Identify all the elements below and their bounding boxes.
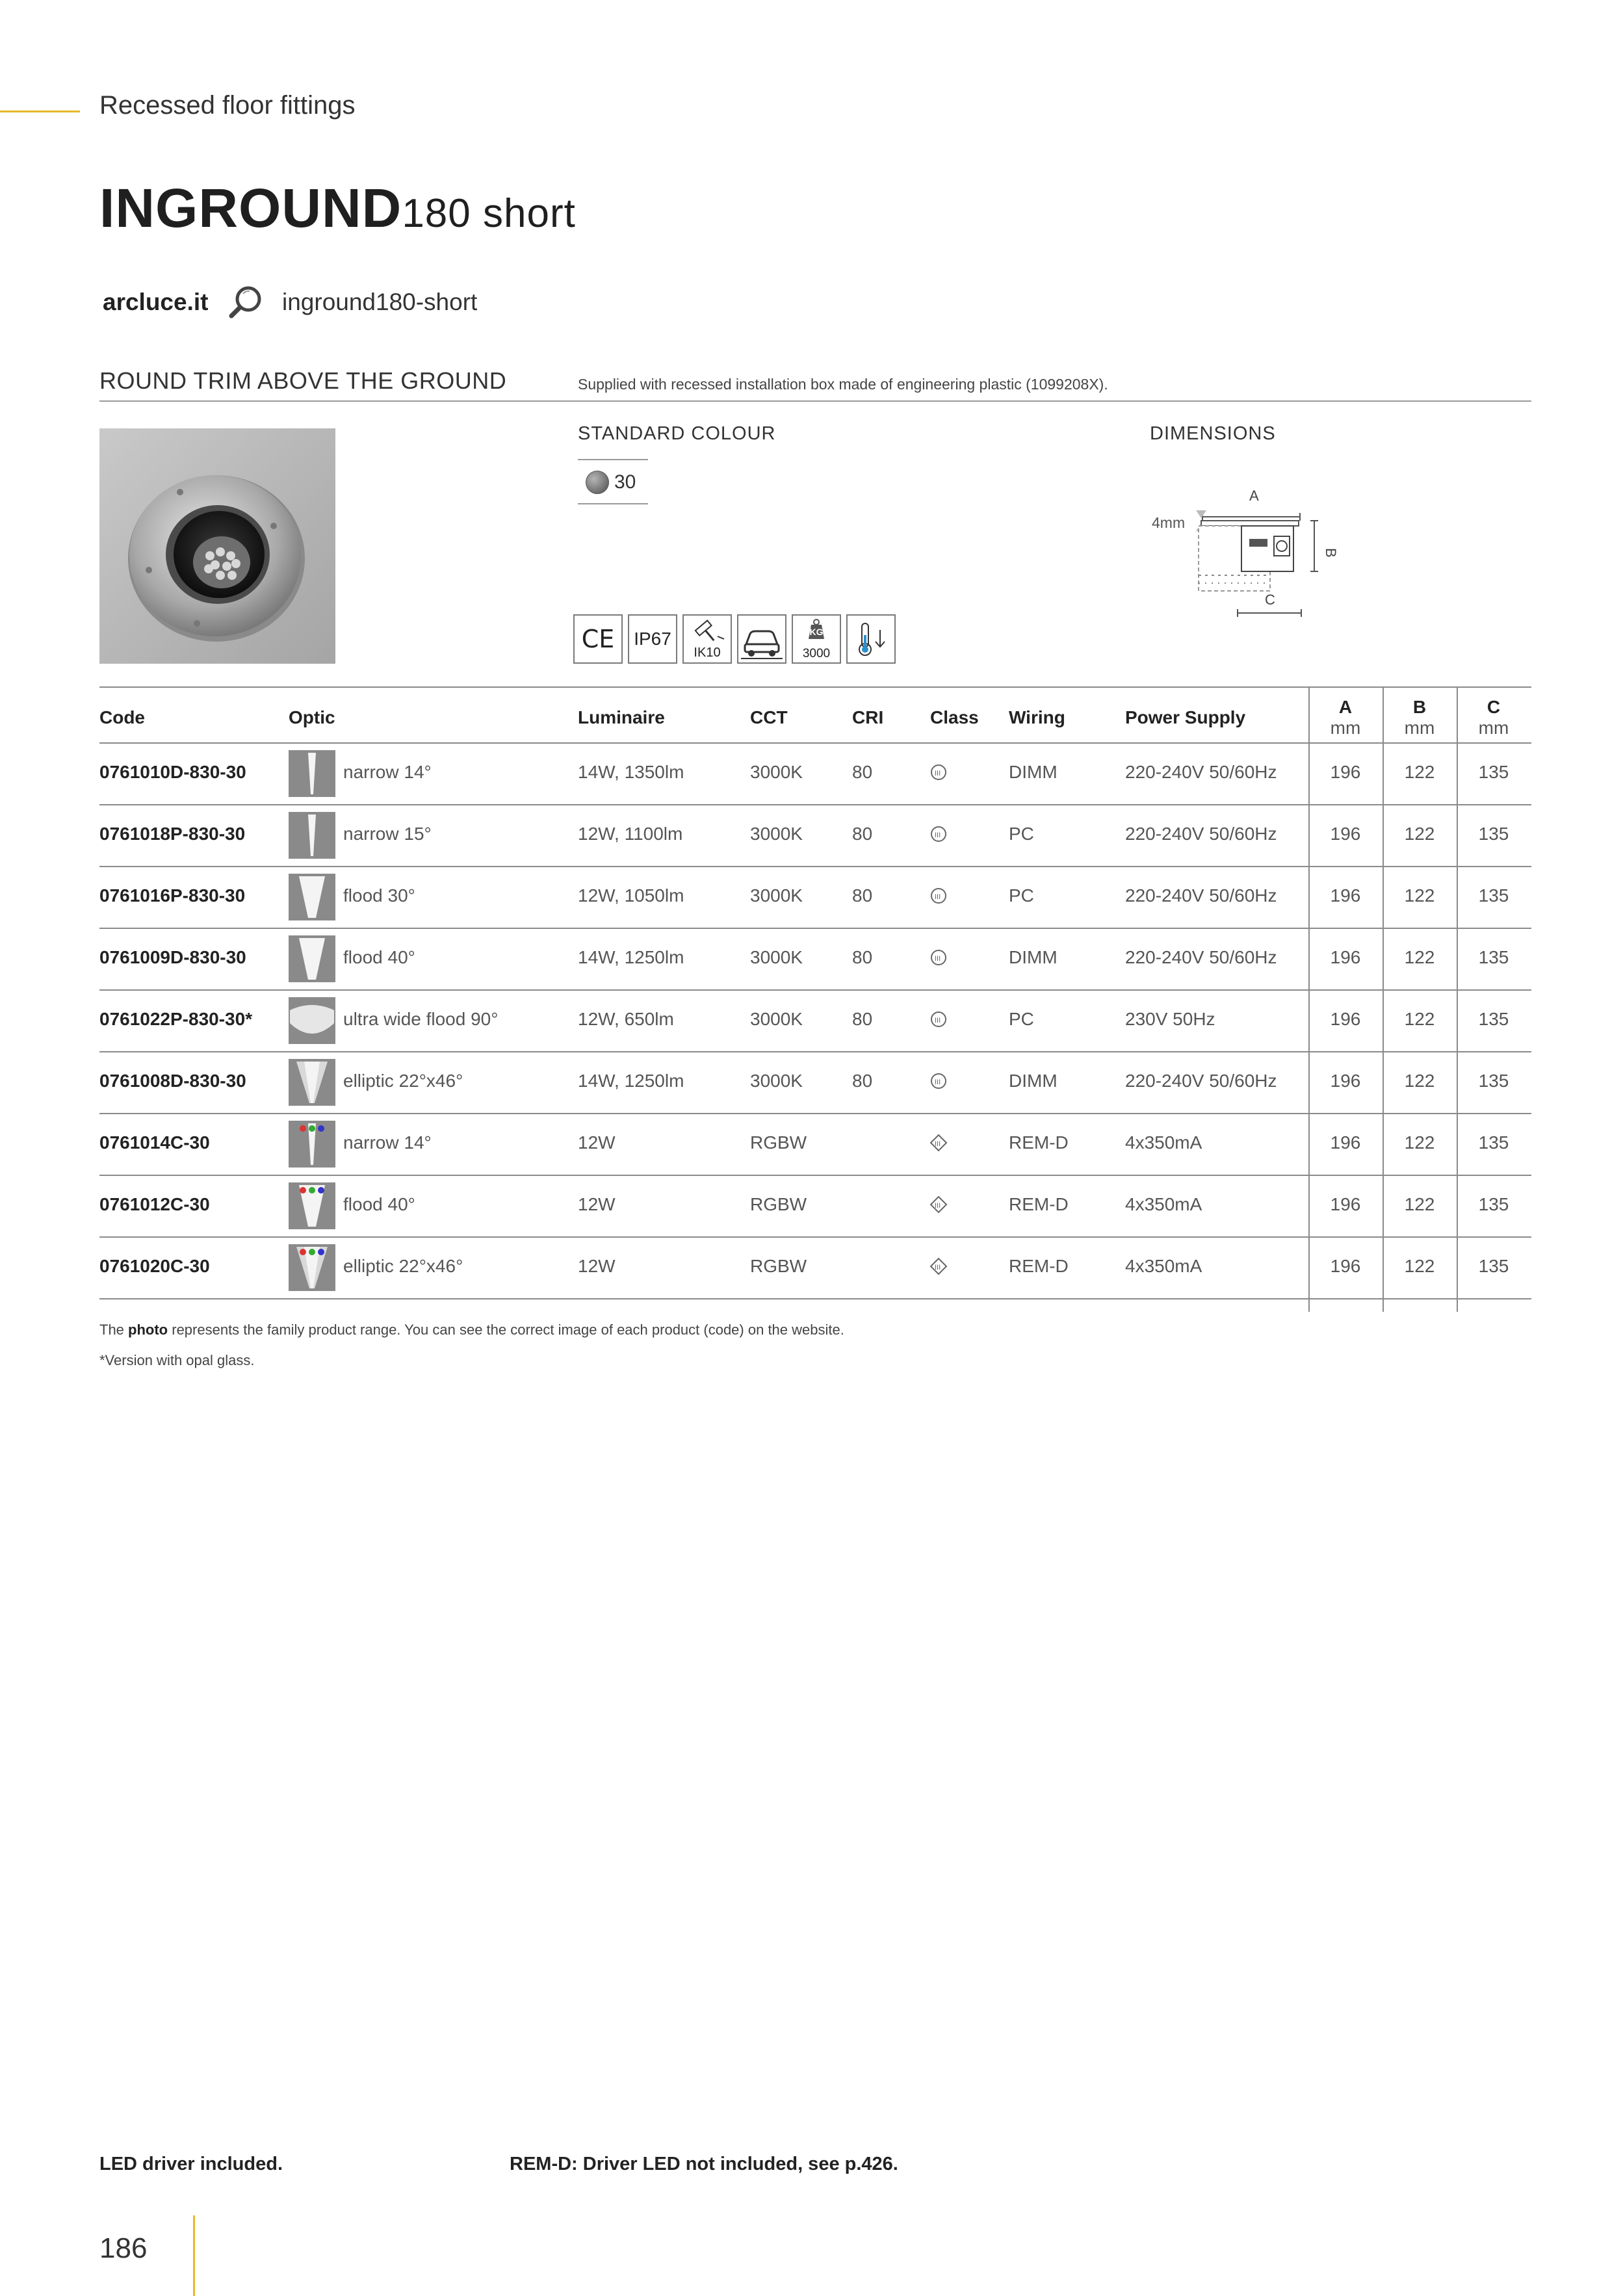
thermometer-low-temp-icon xyxy=(846,614,896,664)
header-b-unit: mm xyxy=(1404,718,1435,738)
accent-line xyxy=(0,111,80,112)
wiring-type: PC xyxy=(1009,885,1034,906)
power-supply: 230V 50Hz xyxy=(1125,1009,1215,1029)
cct-value: 3000K xyxy=(750,824,803,844)
product-photo xyxy=(99,428,335,664)
class-iii-diamond-icon xyxy=(929,1257,948,1280)
cct-value: 3000K xyxy=(750,1071,803,1091)
dim-b-value: 122 xyxy=(1404,1132,1435,1153)
svg-text:III: III xyxy=(935,893,941,901)
header-a-unit: mm xyxy=(1330,718,1361,738)
luminaire-spec: 14W, 1250lm xyxy=(578,1071,684,1091)
colour-code: 30 xyxy=(614,471,636,493)
svg-text:III: III xyxy=(935,1202,941,1210)
optic-name: narrow 15° xyxy=(343,824,432,844)
optic-name: flood 30° xyxy=(343,885,415,906)
cct-value: 3000K xyxy=(750,1009,803,1029)
colour-swatch xyxy=(578,459,648,504)
power-supply: 220-240V 50/60Hz xyxy=(1125,1071,1277,1091)
dimensions-label: DIMENSIONS xyxy=(1150,423,1276,444)
header-a: A xyxy=(1338,697,1353,717)
product-title xyxy=(99,177,576,240)
dim-a-value: 196 xyxy=(1330,1194,1361,1214)
svg-text:III: III xyxy=(935,770,941,777)
wiring-type: REM-D xyxy=(1009,1194,1069,1214)
dim-c-value: 135 xyxy=(1478,1009,1509,1029)
svg-text:III: III xyxy=(935,1264,941,1272)
power-supply: 220-240V 50/60Hz xyxy=(1125,824,1277,844)
optic-name: ultra wide flood 90° xyxy=(343,1009,499,1029)
power-supply: 4x350mA xyxy=(1125,1194,1202,1214)
opal-note: *Version with opal glass. xyxy=(99,1352,255,1368)
class-iii-diamond-icon xyxy=(929,1195,948,1218)
dim-c-value: 135 xyxy=(1478,947,1509,967)
dim-depth-text: 4mm xyxy=(1152,514,1186,531)
grey-colour-dot xyxy=(586,471,609,494)
class-iii-diamond-icon xyxy=(929,1134,948,1156)
cct-value: 3000K xyxy=(750,762,803,782)
website-link[interactable]: arcluce.it xyxy=(103,289,209,315)
svg-text:III: III xyxy=(935,1078,941,1086)
product-code: 0761020C-30 xyxy=(99,1256,210,1276)
optic-beam-icon xyxy=(289,874,335,920)
wiring-type: PC xyxy=(1009,824,1034,844)
variant-heading: ROUND TRIM ABOVE THE GROUND xyxy=(99,367,507,394)
dim-a-value: 196 xyxy=(1330,885,1361,906)
wiring-type: REM-D xyxy=(1009,1132,1069,1153)
luminaire-spec: 12W xyxy=(578,1256,616,1276)
luminaire-spec: 12W, 1100lm xyxy=(578,824,683,844)
dim-b-value: 122 xyxy=(1404,762,1435,782)
optic-beam-icon xyxy=(289,1182,335,1229)
dim-a-value: 196 xyxy=(1330,1071,1361,1091)
cct-value: RGBW xyxy=(750,1132,807,1153)
drive-over-car-icon xyxy=(737,614,786,664)
cct-value: RGBW xyxy=(750,1194,807,1214)
page-accent-line xyxy=(193,2215,195,2296)
luminaire-spec: 14W, 1250lm xyxy=(578,947,684,967)
dim-c-value: 135 xyxy=(1478,1132,1509,1153)
dim-b-value: 122 xyxy=(1404,947,1435,967)
class-iii-icon xyxy=(929,1010,948,1033)
power-supply: 4x350mA xyxy=(1125,1132,1202,1153)
optic-name: narrow 14° xyxy=(343,762,432,782)
cct-value: 3000K xyxy=(750,885,803,906)
cri-value: 80 xyxy=(852,1071,873,1091)
class-iii-icon xyxy=(929,948,948,971)
product-code: 0761016P-830-30 xyxy=(99,885,246,906)
header-wiring: Wiring xyxy=(1009,707,1065,727)
wiring-type: DIMM xyxy=(1009,947,1058,967)
led-driver-note: LED driver included. xyxy=(99,2154,283,2174)
row-divider xyxy=(99,928,1531,929)
dim-b-value: 122 xyxy=(1404,1256,1435,1276)
dim-c-text: C xyxy=(1265,592,1275,608)
standard-colour-label: STANDARD COLOUR xyxy=(578,423,776,444)
product-code: 0761008D-830-30 xyxy=(99,1071,246,1091)
divider xyxy=(99,400,1531,402)
row-divider xyxy=(99,1051,1531,1052)
cct-value: 3000K xyxy=(750,947,803,967)
dim-c-value: 135 xyxy=(1478,1071,1509,1091)
product-code: 0761022P-830-30* xyxy=(99,1009,253,1029)
dim-b-value: 122 xyxy=(1404,1009,1435,1029)
dim-b-text: B xyxy=(1323,548,1339,558)
dim-a-value: 196 xyxy=(1330,1132,1361,1153)
power-supply: 220-240V 50/60Hz xyxy=(1125,885,1277,906)
row-divider xyxy=(99,866,1531,867)
power-supply: 4x350mA xyxy=(1125,1256,1202,1276)
product-code: 0761010D-830-30 xyxy=(99,762,246,782)
header-b: B xyxy=(1412,697,1427,717)
luminaire-spec: 14W, 1350lm xyxy=(578,762,684,782)
dim-a-value: 196 xyxy=(1330,824,1361,844)
row-divider xyxy=(99,742,1531,744)
optic-beam-icon xyxy=(289,750,335,797)
dim-a-value: 196 xyxy=(1330,762,1361,782)
optic-name: flood 40° xyxy=(343,1194,415,1214)
class-iii-icon xyxy=(929,825,948,848)
header-class: Class xyxy=(930,707,979,727)
power-supply: 220-240V 50/60Hz xyxy=(1125,947,1277,967)
table-top-rule xyxy=(99,686,1531,688)
dim-b-value: 122 xyxy=(1404,824,1435,844)
dim-c-value: 135 xyxy=(1478,1256,1509,1276)
dim-b-value: 122 xyxy=(1404,885,1435,906)
header-c: C xyxy=(1487,697,1501,717)
variant-note: Supplied with recessed installation box made of engineering plastic (1099208X). xyxy=(578,376,1108,393)
luminaire-spec: 12W, 1050lm xyxy=(578,885,684,906)
product-code: 0761012C-30 xyxy=(99,1194,210,1214)
row-divider xyxy=(99,1236,1531,1238)
search-keyword[interactable]: inground180-short xyxy=(282,289,478,315)
dim-a-value: 196 xyxy=(1330,947,1361,967)
optic-beam-icon xyxy=(289,997,335,1044)
svg-text:III: III xyxy=(935,1140,941,1148)
recessed-fitting-illustration xyxy=(99,428,335,664)
luminaire-spec: 12W, 650lm xyxy=(578,1009,674,1029)
optic-beam-icon xyxy=(289,812,335,859)
ip-rating-icon: IP67 xyxy=(628,614,677,664)
row-divider xyxy=(99,989,1531,991)
row-divider xyxy=(99,1113,1531,1114)
dim-a-value: 196 xyxy=(1330,1009,1361,1029)
dim-a-text: A xyxy=(1249,488,1259,504)
remd-note: REM-D: Driver LED not included, see p.426. xyxy=(510,2154,898,2174)
photo-note: The photo represents the family product range. You can see the correct image of each product (code) on the website. xyxy=(99,1322,844,1338)
table-bottom-rule xyxy=(99,1298,1531,1299)
header-code: Code xyxy=(99,707,145,727)
class-iii-icon xyxy=(929,763,948,786)
header-cct: CCT xyxy=(750,707,788,727)
optic-beam-icon xyxy=(289,1121,335,1168)
dim-c-value: 135 xyxy=(1478,762,1509,782)
optic-beam-icon xyxy=(289,1244,335,1291)
page-number: 186 xyxy=(99,2232,148,2264)
search-icon xyxy=(227,283,265,321)
load-weight-icon: KG 3000 xyxy=(792,614,841,664)
cri-value: 80 xyxy=(852,824,873,844)
optic-beam-icon xyxy=(289,1059,335,1106)
header-optic: Optic xyxy=(289,707,335,727)
header-cri: CRI xyxy=(852,707,884,727)
product-title-light: 180 short xyxy=(402,191,576,236)
dim-c-value: 135 xyxy=(1478,824,1509,844)
dim-c-value: 135 xyxy=(1478,885,1509,906)
dim-b-value: 122 xyxy=(1404,1071,1435,1091)
power-supply: 220-240V 50/60Hz xyxy=(1125,762,1277,782)
svg-text:III: III xyxy=(935,1017,941,1024)
header-power-supply: Power Supply xyxy=(1125,707,1246,727)
product-title-bold: INGROUND xyxy=(99,177,402,239)
wiring-type: DIMM xyxy=(1009,762,1058,782)
product-code: 0761009D-830-30 xyxy=(99,947,246,967)
cri-value: 80 xyxy=(852,885,873,906)
section-title: Recessed floor fittings xyxy=(99,91,356,120)
svg-text:III: III xyxy=(935,955,941,963)
row-divider xyxy=(99,1175,1531,1176)
header-luminaire: Luminaire xyxy=(578,707,665,727)
row-divider xyxy=(99,804,1531,805)
dim-a-value: 196 xyxy=(1330,1256,1361,1276)
optic-name: elliptic 22°x46° xyxy=(343,1256,463,1276)
wiring-type: DIMM xyxy=(1009,1071,1058,1091)
class-iii-icon xyxy=(929,1072,948,1095)
class-iii-icon xyxy=(929,887,948,909)
impact-hammer-icon: IK10 xyxy=(682,614,732,664)
optic-name: elliptic 22°x46° xyxy=(343,1071,463,1091)
wiring-type: REM-D xyxy=(1009,1256,1069,1276)
product-code: 0761014C-30 xyxy=(99,1132,210,1153)
luminaire-spec: 12W xyxy=(578,1132,616,1153)
optic-beam-icon xyxy=(289,935,335,982)
wiring-type: PC xyxy=(1009,1009,1034,1029)
dimension-drawing xyxy=(1144,484,1358,624)
luminaire-spec: 12W xyxy=(578,1194,616,1214)
cri-value: 80 xyxy=(852,762,873,782)
dim-c-value: 135 xyxy=(1478,1194,1509,1214)
optic-name: flood 40° xyxy=(343,947,415,967)
header-c-unit: mm xyxy=(1478,718,1509,738)
ce-mark-icon: CE xyxy=(573,614,623,664)
cct-value: RGBW xyxy=(750,1256,807,1276)
optic-name: narrow 14° xyxy=(343,1132,432,1153)
cri-value: 80 xyxy=(852,1009,873,1029)
cri-value: 80 xyxy=(852,947,873,967)
product-code: 0761018P-830-30 xyxy=(99,824,246,844)
svg-text:III: III xyxy=(935,831,941,839)
dim-b-value: 122 xyxy=(1404,1194,1435,1214)
